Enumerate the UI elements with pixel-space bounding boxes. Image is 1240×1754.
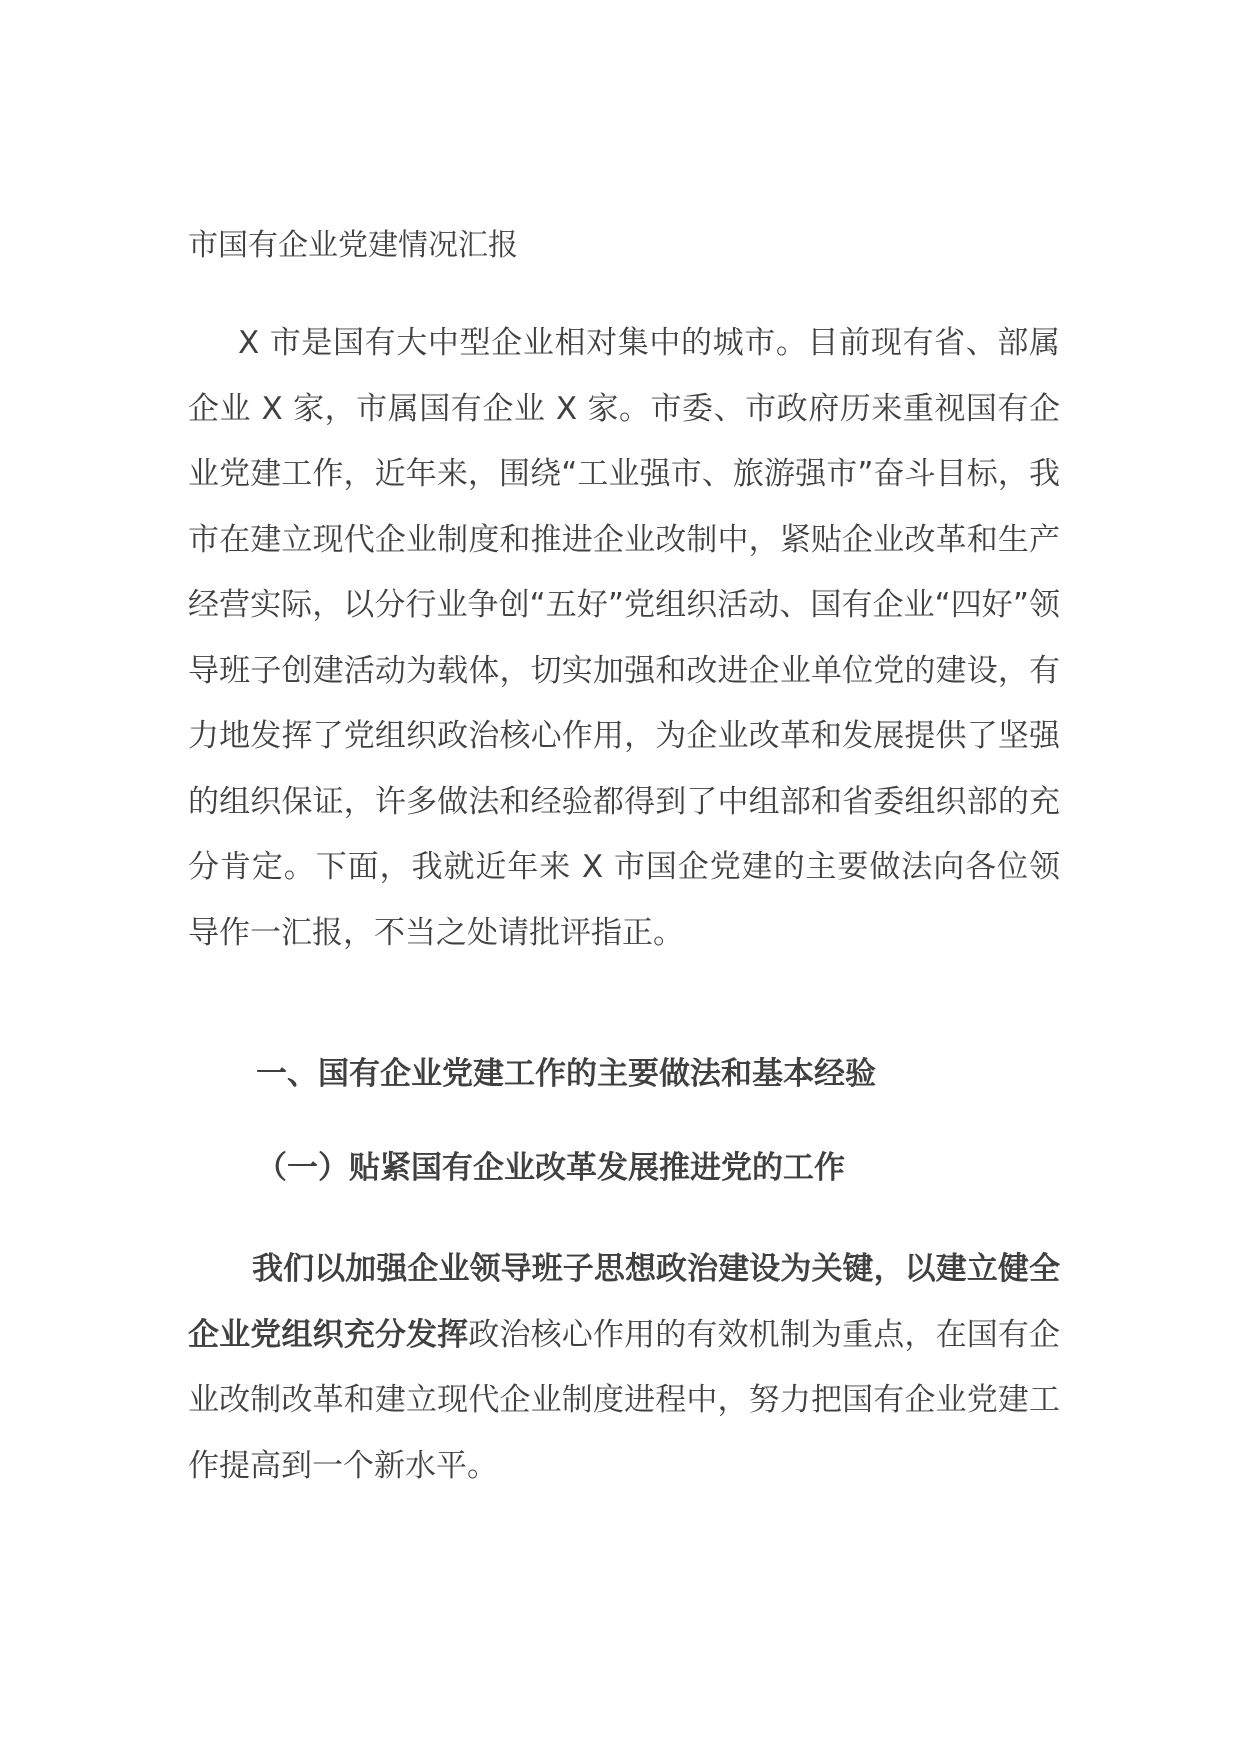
body-paragraph-bold-text: 我们以加强企业领导班子思想政治建设为关键，以建立健全企业党组织充分发挥 — [188, 1251, 1060, 1353]
section-heading: 一、国有企业党建工作的主要做法和基本经验 — [256, 1056, 876, 1092]
body-paragraph-normal-text: 政治核心作用的有效机制为重点，在国有企业改制改革和建立现代企业制度进程中，努力把国有企业党建工作提高到一个新水平。 — [188, 1316, 1061, 1484]
document-title: 市国有企业党建情况汇报 — [188, 228, 518, 263]
subsection-heading: （一）贴紧国有企业改革发展推进党的工作 — [256, 1150, 845, 1186]
body-paragraph — [188, 1237, 1060, 1499]
intro-paragraph: X 市是国有大中型企业相对集中的城市。目前现有省、部属企业 X 家，市属国有企业 X 家。市委、市政府历来重视国有企业党建工作，近年来，围绕“工业强市、旅游强市”奋斗目标，我市在建立现代企业制度和推进企业改制中，紧贴企业改革和生产经营实际，以分行业争创“五好”党组织活动、国有企业“四好”领导班子创建活动为载体，切实加强和改进企业单位党的建设，有力地发挥了党组织政治核心作用，为企业改革和发展提供了坚强的组织保证，许多做法和经验都得到了中组部和省委组织部的充分肯定。下面，我就近年来 X 市国企党建的主要做法向各位领导作一汇报，不当之处请批评指正。 — [188, 325, 1060, 951]
